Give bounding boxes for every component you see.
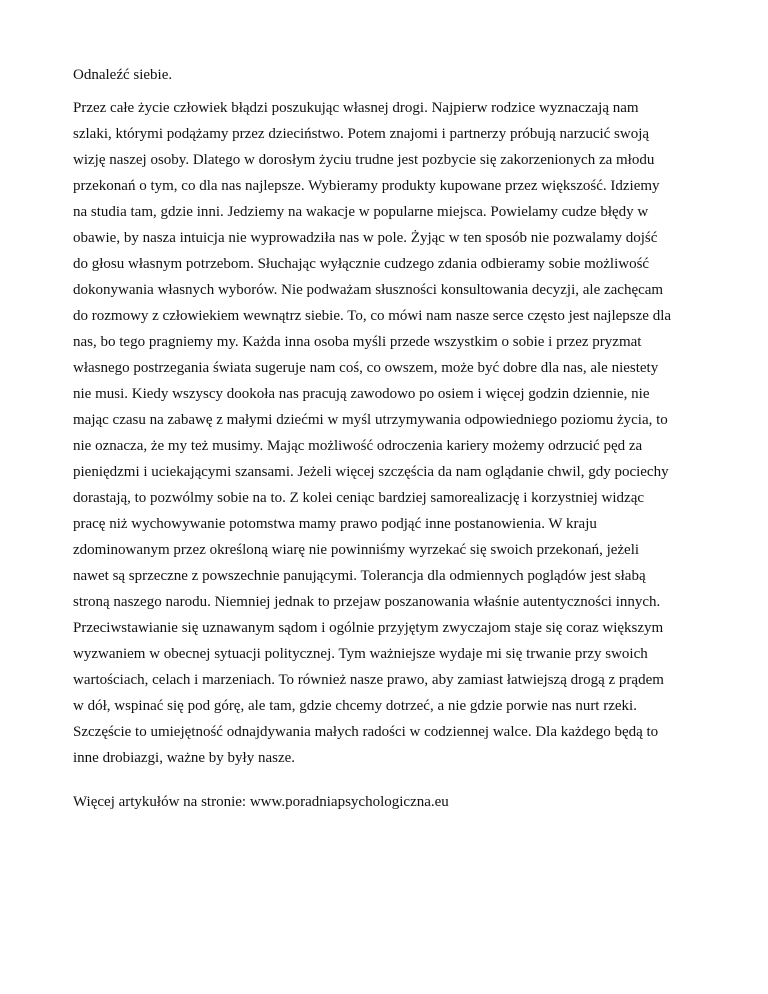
body-line: stroną naszego narodu. Niemniej jednak to przejaw poszanowania właśnie autentyczności innych. xyxy=(73,594,661,610)
body-line: wartościach, celach i marzeniach. To również nasze prawo, aby zamiast łatwiejszą drogą z prądem xyxy=(73,672,664,688)
document-title: Odnaleźć siebie. xyxy=(73,67,173,83)
document-content xyxy=(73,66,701,811)
body-line: pracę niż wychowywanie potomstwa mamy prawo podjąć inne postanowienia. W kraju xyxy=(73,516,597,532)
document-body xyxy=(73,95,701,771)
body-line: pieniędzmi i uciekającymi szansami. Jeżeli więcej szczęścia da nam oglądanie chwil, gdy pociechy xyxy=(73,464,669,480)
body-line: szlaki, którymi podążamy przez dzieciństwo. Potem znajomi i partnerzy próbują narzucić swoją xyxy=(73,126,650,142)
body-line: w dół, wspinać się pod górę, ale tam, gdzie chcemy dotrzeć, a nie gdzie porwie nas nurt rzeki. xyxy=(73,698,637,714)
body-line: obawie, by nasza intuicja nie wyprowadziła nas w pole. Żyjąc w ten sposób nie pozwalamy dojść xyxy=(73,230,658,246)
body-line: wyzwaniem w obecnej sytuacji politycznej. Tym ważniejsze wydaje mi się trwanie przy swoich xyxy=(73,646,648,662)
body-line: wizję naszej osoby. Dlatego w dorosłym życiu trudne jest pozbycie się zakorzenionych za młodu xyxy=(73,152,655,168)
body-line: na studia tam, gdzie inni. Jedziemy na wakacje w popularne miejsca. Powielamy cudze błędy w xyxy=(73,204,649,220)
body-line: dokonywania własnych wyborów. Nie podważam słuszności konsultowania decyzji, ale zachęcam xyxy=(73,282,664,298)
body-line: nawet są sprzeczne z powszechnie panującymi. Tolerancja dla odmiennych poglądów jest słabą xyxy=(73,568,646,584)
body-line: przekonań o tym, co dla nas najlepsze. Wybieramy produkty kupowane przez większość. Idziemy xyxy=(73,178,660,194)
body-line: Przeciwstawianie się uznawanym sądom i ogólnie przyjętym zwyczajom staje się coraz większym xyxy=(73,620,664,636)
body-line: Przez całe życie człowiek błądzi poszukując własnej drogi. Najpierw rodzice wyznaczają nam xyxy=(73,100,639,116)
body-line: inne drobiazgi, ważne by były nasze. xyxy=(73,750,296,766)
website-footer: Więcej artykułów na stronie: www.poradniapsychologiczna.eu xyxy=(73,794,449,810)
body-line: do głosu własnym potrzebom. Słuchając wyłącznie cudzego zdania odbieramy sobie możliwość xyxy=(73,256,650,272)
body-line: nie musi. Kiedy wszyscy dookoła nas pracują zawodowo po osiem i więcej godzin dziennie, nie xyxy=(73,386,650,402)
body-line: własnego postrzegania świata sugeruje nam coś, co owszem, może być dobre dla nas, ale niestety xyxy=(73,360,659,376)
body-line: dorastają, to pozwólmy sobie na to. Z kolei ceniąc bardziej samorealizację i korzystniej widząc xyxy=(73,490,645,506)
body-line: Szczęście to umiejętność odnajdywania małych radości w codziennej walce. Dla każdego będą to xyxy=(73,724,659,740)
body-line: zdominowanym przez określoną wiarę nie powinniśmy wyrzekać się swoich przekonań, jeżeli xyxy=(73,542,640,558)
body-line: do rozmowy z człowiekiem wewnątrz siebie. To, co mówi nam nasze serce często jest najlepsze dla xyxy=(73,308,672,324)
body-line: nie oznacza, że my też musimy. Mając możliwość odroczenia kariery możemy odrzucić pęd za xyxy=(73,438,643,454)
body-line: mając czasu na zabawę z małymi dziećmi w myśl utrzymywania odpowiedniego poziomu życia, to xyxy=(73,412,668,428)
body-line: nas, bo tego pragniemy my. Każda inna osoba myśli przede wszystkim o sobie i przez pryzmat xyxy=(73,334,642,350)
